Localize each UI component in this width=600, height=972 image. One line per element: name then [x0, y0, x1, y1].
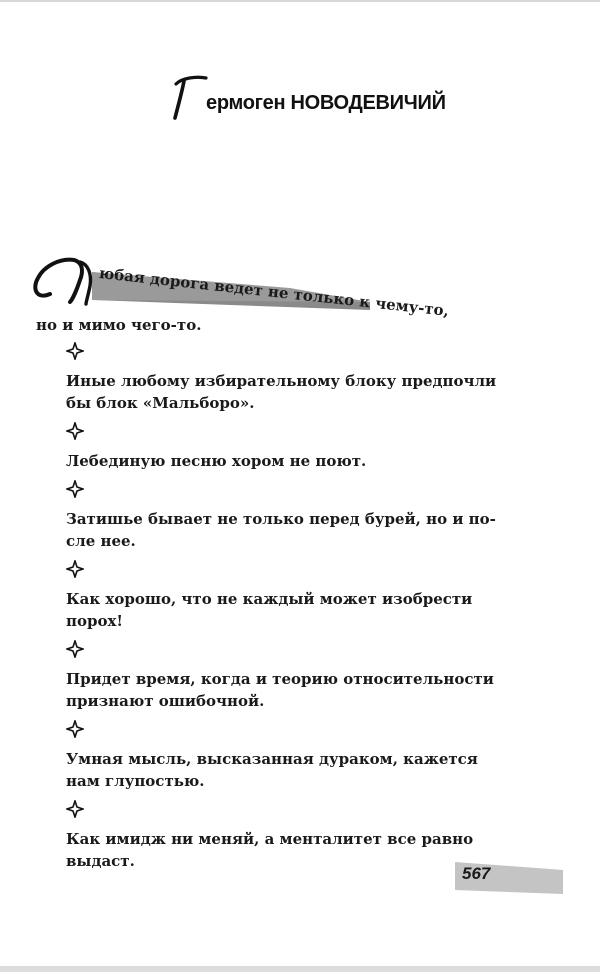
aphorism-text [66, 588, 498, 632]
aphorism-item [66, 342, 498, 414]
four-point-star-icon [66, 422, 84, 440]
intro-first-line: юбая дорога ведет не только к чему-то, [98, 264, 450, 320]
four-point-star-icon [66, 342, 84, 360]
aphorism-item [66, 800, 498, 872]
aphorism-line: сле нее. [66, 532, 136, 550]
aphorism-line: Как хорошо, что не каждый может изобрести [66, 590, 473, 608]
aphorism-text [66, 508, 498, 552]
aphorism-line: Иные любому избирательному блоку предпочли [66, 372, 497, 390]
aphorism-line: выдаст. [66, 852, 135, 870]
aphorism-text [66, 668, 498, 712]
page-edge-top [0, 0, 600, 2]
aphorism-item [66, 720, 498, 792]
aphorism-line: нам глупостью. [66, 772, 205, 790]
aphorism-line: Умная мысль, высказанная дураком, кажется [66, 750, 478, 768]
author-initial-glyph [170, 72, 210, 122]
aphorism-list [66, 342, 498, 880]
four-point-star-icon [66, 800, 84, 818]
aphorism-line: Как имидж ни меняй, а менталитет все равно [66, 830, 474, 848]
page-edge-bottom [0, 966, 600, 972]
intro-second-line: но и мимо чего-то. [36, 316, 202, 334]
dropcap-glyph [30, 250, 100, 310]
author-name: ермоген НОВОДЕВИЧИЙ [206, 92, 446, 114]
aphorism-item [66, 560, 498, 632]
intro-aphorism [30, 250, 550, 340]
aphorism-text [66, 450, 498, 472]
aphorism-line: признают ошибочной. [66, 692, 265, 710]
aphorism-line: бы блок «Мальборо». [66, 394, 255, 412]
aphorism-text [66, 748, 498, 792]
aphorism-line: порох! [66, 612, 124, 630]
four-point-star-icon [66, 640, 84, 658]
page-number: 567 [462, 864, 491, 883]
aphorism-text [66, 370, 498, 414]
aphorism-item [66, 422, 498, 472]
aphorism-item [66, 480, 498, 552]
aphorism-item [66, 640, 498, 712]
aphorism-line: Придет время, когда и теорию относительности [66, 670, 494, 688]
aphorism-text [66, 828, 498, 872]
four-point-star-icon [66, 560, 84, 578]
four-point-star-icon [66, 480, 84, 498]
four-point-star-icon [66, 720, 84, 738]
aphorism-line: Затишье бывает не только перед бурей, но и по- [66, 510, 496, 528]
aphorism-line: Лебединую песню хором не поют. [66, 452, 367, 470]
author-header [170, 72, 570, 122]
